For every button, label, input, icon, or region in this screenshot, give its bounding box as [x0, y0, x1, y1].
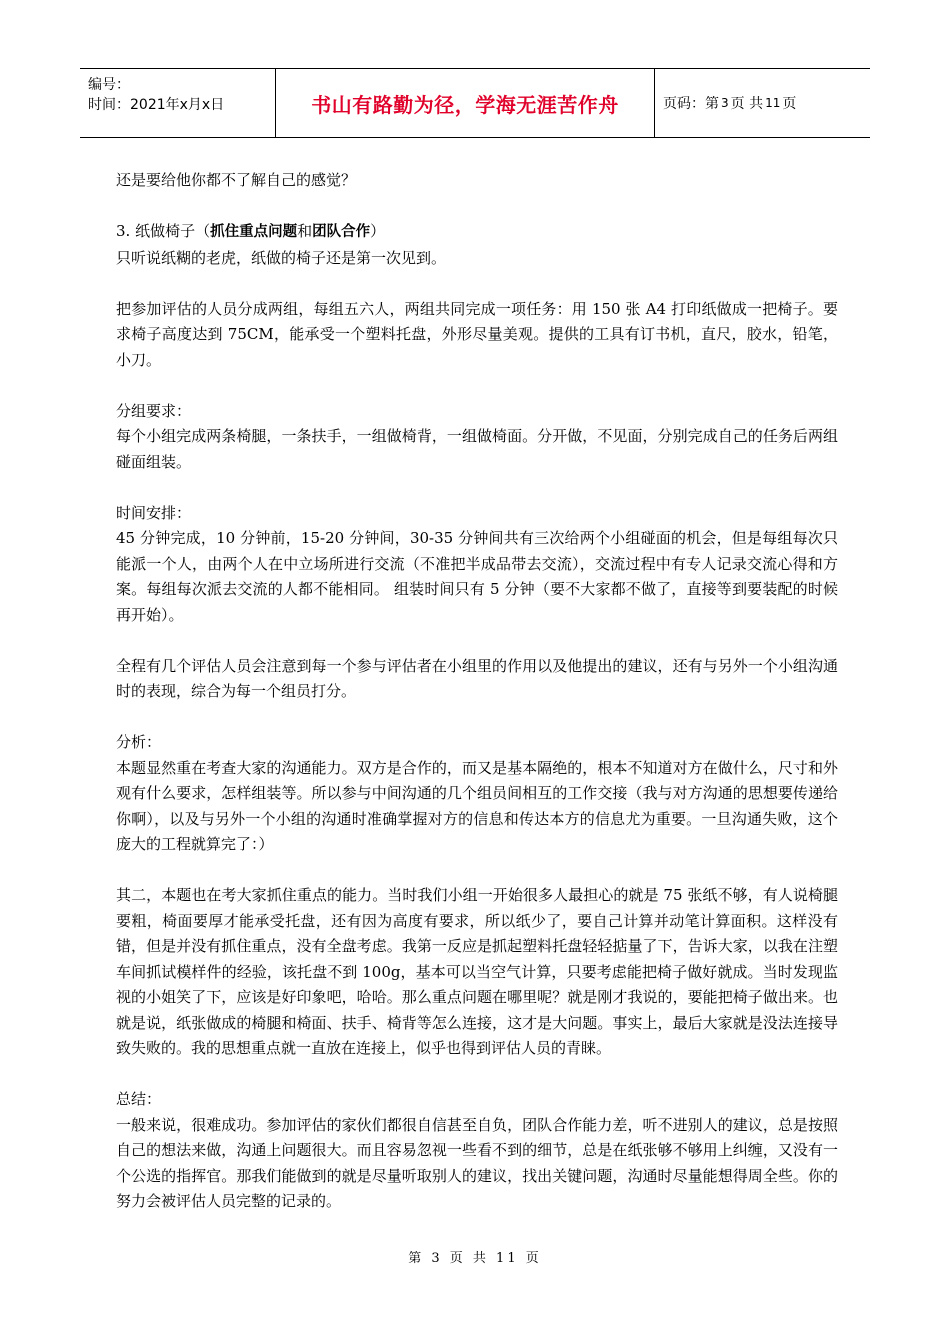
paragraph: 还是要给他你都不了解自己的感觉？ [116, 171, 357, 189]
page-total: 11 [765, 96, 781, 110]
section-title-and: 和 [297, 222, 313, 240]
header-page-info [655, 69, 870, 137]
header-meta [80, 69, 276, 137]
page-prefix: 页码：第 [663, 96, 719, 112]
page-header [80, 68, 870, 138]
document-body [116, 168, 838, 1215]
paragraph: 45 分钟完成，10 分钟前，15-20 分钟间，30-35 分钟间共有三次给两个小组碰面的机会，但是每组每次只能派一个人，由两个人在中立场所进行交流（不准把半成品带去交流），交流过程中有专人记录交流心得和方案。每组每次派去交流的人都不能相同。 组装时间只有 5 分钟（要不大家都不做了，直接等到要装配的时候再开始）。 [116, 529, 838, 624]
paragraph: 每个小组完成两条椅腿，一条扶手，一组做椅背，一组做椅面。分开做，不见面，分别完成自己的任务后两组碰面组装。 [116, 427, 838, 471]
subheading: 分组要求： [116, 401, 192, 420]
page-current: 3 [721, 96, 729, 110]
subheading: 时间安排： [116, 503, 192, 522]
page-mid: 页 共 [730, 96, 764, 112]
paragraph: 全程有几个评估人员会注意到每一个参与评估者在小组里的作用以及他提出的建议，还有与另外一个小组沟通时的表现，综合为每一个组员打分。 [116, 656, 838, 700]
section-title-bold-2: 团队合作 [312, 224, 371, 240]
subheading: 总结： [116, 1090, 162, 1108]
paragraph: 只听说纸糊的老虎，纸做的椅子还是第一次见到。 [116, 248, 447, 267]
paragraph: 本题显然重在考查大家的沟通能力。双方是合作的，而又是基本隔绝的，根本不知道对方在做什么，尺寸和外观有什么要求，怎样组装等。所以参与中间沟通的几个组员间相互的工作交接（我与对方沟通的思想要传递给你啊），以及与另外一个小组的沟通时准确掌握对方的信息和传达本方的信息尤为重要。一旦沟通失败，这个庞大的工程就算完了：） [116, 758, 838, 853]
paragraph: 把参加评估的人员分成两组，每组五六人，两组共同完成一项任务：用 150 张 A4 打印纸做成一把椅子。要求椅子高度达到 75CM，能承受一个塑料托盘，外形尽量美观。提供的工具有订书机，直尺，胶水，铅笔，小刀。 [116, 299, 838, 369]
document-time: 时间：2021年x月x日 [88, 97, 225, 113]
document-number-label: 编号： [88, 77, 130, 93]
section-title [116, 219, 838, 246]
paragraph: 其二，本题也在考大家抓住重点的能力。当时我们小组一开始很多人最担心的就是 75 张纸不够，有人说椅腿要粗，椅面要厚才能承受托盘，还有因为高度有要求，所以纸少了，要自己计算并动笔计算面积。这样没有错，但是并没有抓住重点，没有全盘考虑。我第一反应是抓起塑料托盘轻轻掂量了下，告诉大家，以我在注塑车间抓试模样件的经验，该托盘不到 100g，基本可以当空气计算，只要考虑能把椅子做好就成。当时发现监视的小姐笑了下，应该是好印象吧，哈哈。那么重点问题在哪里呢？就是刚才我说的，要能把椅子做出来。也就是说，纸张做成的椅腿和椅面、扶手、椅背等怎么连接，这才是大问题。事实上，最后大家就是没法连接导致失败的。我的思想重点就一直放在连接上，似乎也得到评估人员的青睐。 [116, 886, 838, 1057]
section-title-suffix: ） [370, 222, 386, 240]
section-title-bold-1: 抓住重点问题 [210, 224, 298, 240]
page-suffix: 页 [782, 96, 797, 112]
page-footer: 第 3 页 共 11 页 [408, 1251, 542, 1266]
header-motto: 书山有路勤为径，学海无涯苦作舟 [276, 69, 655, 137]
section-title-prefix: 3. 纸做椅子（ [116, 222, 211, 240]
paragraph: 一般来说，很难成功。参加评估的家伙们都很自信甚至自负，团队合作能力差，听不进别人的建议，总是按照自己的想法来做，沟通上问题很大。而且容易忽视一些看不到的细节，总是在纸张够不够用上纠缠，又没有一个公选的指挥官。那我们能做到的就是尽量听取别人的建议，找出关键问题，沟通时尽量能想得周全些。你的努力会被评估人员完整的记录的。 [116, 1115, 838, 1210]
subheading: 分析： [116, 733, 162, 751]
